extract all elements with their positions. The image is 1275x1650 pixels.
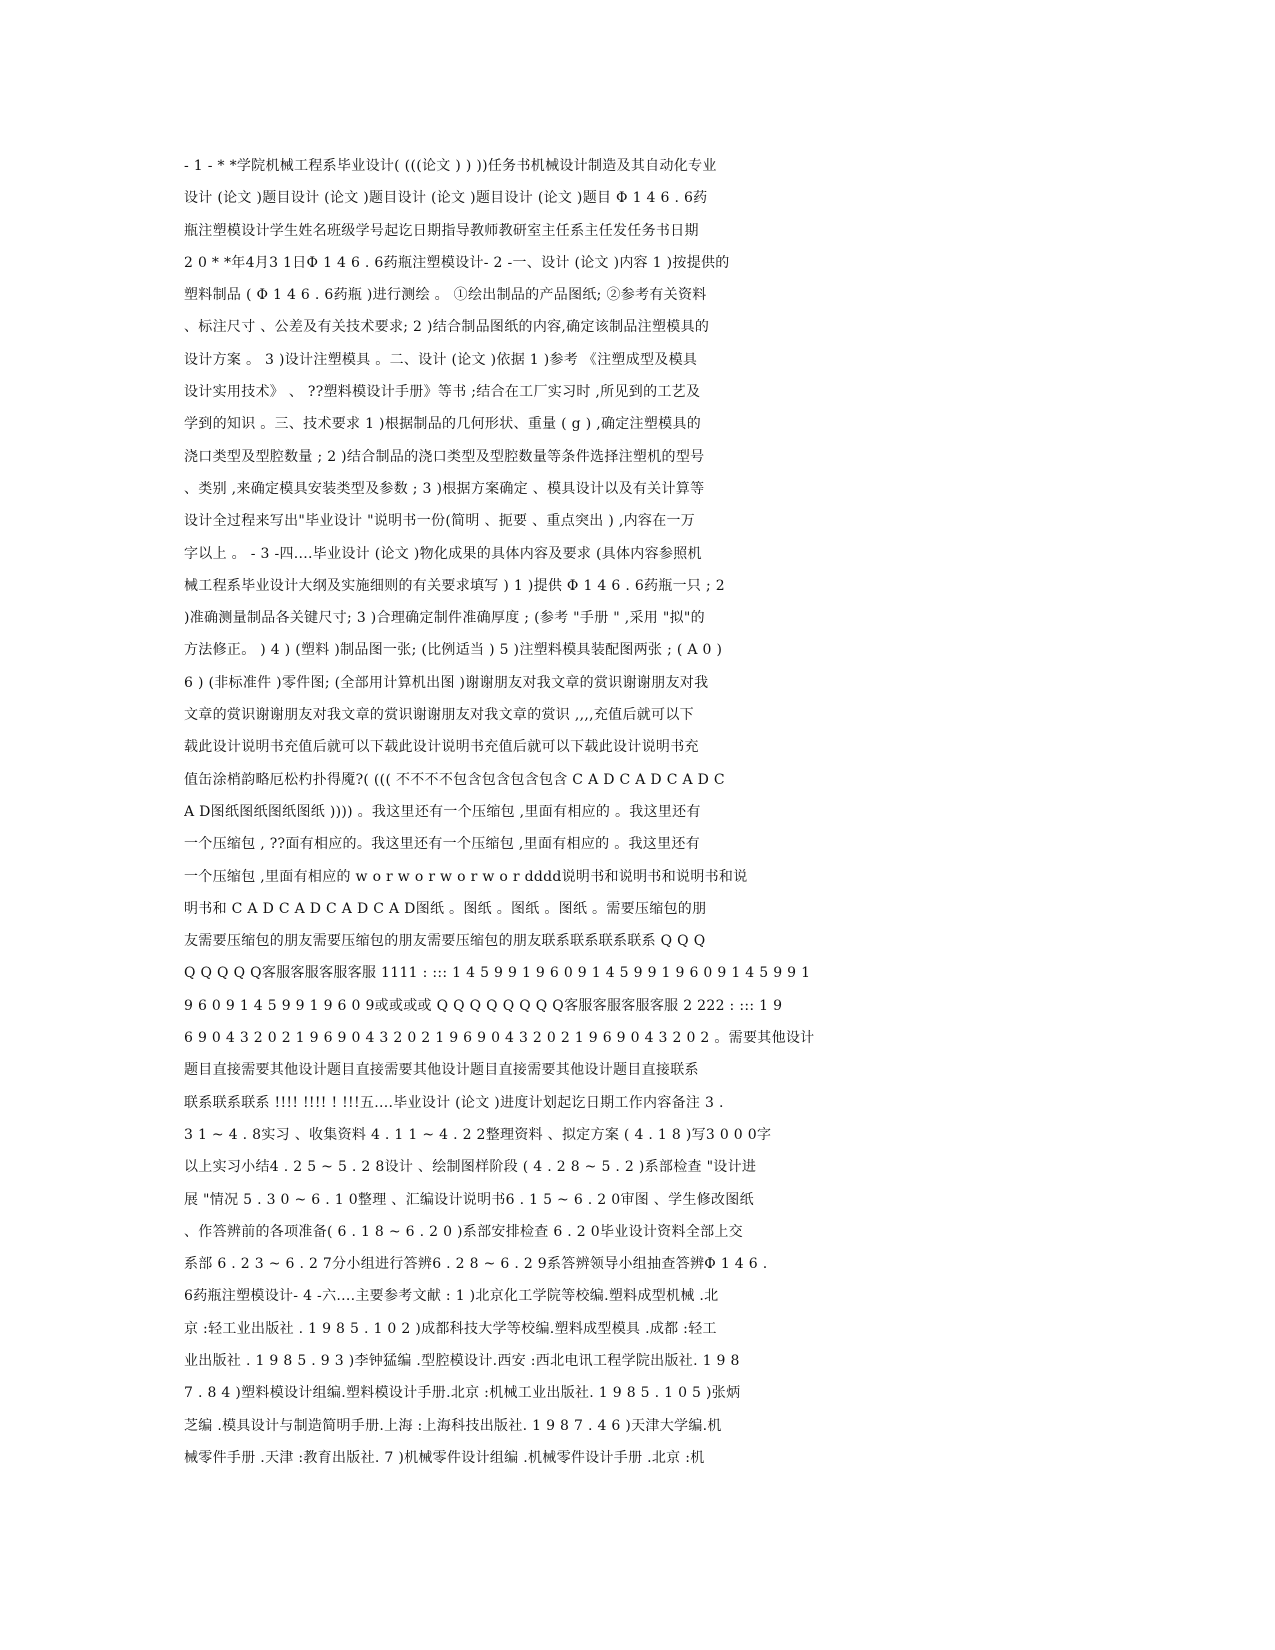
text-line: 塑料制品 ( Φ 1 4 6 . 6药瓶 )进行测绘 。 ①绘出制品的产品图纸; ②参考有关资料 [184, 287, 707, 304]
text-line: 械工程系毕业设计大纲及实施细则的有关要求填写 ) 1 )提供 Φ 1 4 6 . 6药瓶一只 ; 2 [184, 577, 725, 594]
text-line: A D图纸图纸图纸图纸 )))) 。我这里还有一个压缩包 ,里面有相应的 。我这里还有 [184, 803, 701, 820]
text-line: 3 1 ~ 4 . 8实习 、收集资料 4 . 1 1 ~ 4 . 2 2整理资料 、拟定方案 ( 4 . 1 8 )写3 0 0 0字 [184, 1126, 772, 1143]
text-line: 方法修正。 ) 4 ) (塑料 )制品图一张; (比例适当 ) 5 )注塑料模具装配图两张 ; ( A 0 ) [184, 642, 723, 659]
text-line: 一个压缩包 , ??面有相应的。我这里还有一个压缩包 ,里面有相应的 。我这里还有 [184, 836, 701, 853]
text-line: 、标注尺寸 、公差及有关技术要求; 2 )结合制品图纸的内容,确定该制品注塑模具的 [184, 319, 710, 336]
text-line: 友需要压缩包的朋友需要压缩包的朋友需要压缩包的朋友联系联系联系联系 Q Q Q [184, 933, 706, 950]
text-line: 械零件手册 .天津 :教育出版社. 7 )机械零件设计组编 .机械零件设计手册 .北京 :机 [184, 1449, 705, 1466]
text-line: 6 ) (非标准件 )零件图; (全部用计算机出图 )谢谢朋友对我文章的赏识谢谢朋友对我 [184, 674, 709, 691]
text-line: 设计全过程来写出"毕业设计 "说明书一份(简明 、扼要 、重点突出 ) ,内容在一万 [184, 513, 696, 530]
text-line: 设计方案 。 3 )设计注塑模具 。二、设计 (论文 )依据 1 )参考 《注塑成型及模具 [184, 351, 698, 368]
text-line: 以上实习小结4 . 2 5 ~ 5 . 2 8设计 、绘制图样阶段 ( 4 . 2 8 ~ 5 . 2 )系部检查 "设计进 [184, 1159, 757, 1176]
text-line: 载此设计说明书充值后就可以下载此设计说明书充值后就可以下载此设计说明书充 [184, 739, 699, 756]
text-line: 6药瓶注塑模设计- 4 -六....主要参考文献 : 1 )北京化工学院等校编.塑料成型机械 .北 [184, 1288, 719, 1305]
text-line: 值缶涂梢韵略厄松杓扑得魇?( ((( 不不不不包含包含包含包含 C A D C A D C A D C [184, 771, 725, 788]
text-line: 、类别 ,来确定模具安装类型及参数 ; 3 )根据方案确定 、模具设计以及有关计算等 [184, 480, 705, 497]
text-line: 9 6 0 9 1 4 5 9 9 1 9 6 0 9或或或或 Q Q Q Q Q Q Q Q客服客服客服客服 2 222 : ::: 1 9 [184, 997, 783, 1014]
text-line: 学到的知识 。三、技术要求 1 )根据制品的几何形状、重量 ( g ) ,确定注塑模具的 [184, 416, 702, 433]
text-line: 一个压缩包 ,里面有相应的 w o r w o r w o r w o r dddd说明书和说明书和说明书和说 [184, 868, 748, 885]
text-line: 联系联系联系 !!!! !!!! ! !!!五....毕业设计 (论文 )进度计划起讫日期工作内容备注 3 . [184, 1094, 724, 1111]
text-line: 7 . 8 4 )塑料模设计组编.塑料模设计手册.北京 :机械工业出版社. 1 9 8 5 . 1 0 5 )张炳 [184, 1385, 741, 1402]
text-line: )准确测量制品各关键尺寸; 3 )合理确定制件准确厚度 ; (参考 "手册 " ,采用 "拟"的 [184, 610, 705, 627]
text-line: 浇口类型及型腔数量 ; 2 )结合制品的浇口类型及型腔数量等条件选择注塑机的型号 [184, 448, 705, 465]
text-line: 6 9 0 4 3 2 0 2 1 9 6 9 0 4 3 2 0 2 1 9 6 9 0 4 3 2 0 2 1 9 6 9 0 4 3 2 0 2 。需要其他设计 [184, 1030, 815, 1047]
text-line: 展 "情况 5 . 3 0 ~ 6 . 1 0整理 、汇编设计说明书6 . 1 5 ~ 6 . 2 0审图 、学生修改图纸 [184, 1191, 754, 1208]
text-line: 瓶注塑模设计学生姓名班级学号起讫日期指导教师教研室主任系主任发任务书日期 [184, 222, 699, 239]
text-line: - 1 - * *学院机械工程系毕业设计( (((论文 ) ) ))任务书机械设计制造及其自动化专业 [184, 158, 717, 174]
text-line: 、作答辨前的各项准备( 6 . 1 8 ~ 6 . 2 0 )系部安排检查 6 . 2 0毕业设计资料全部上交 [184, 1223, 743, 1240]
text-line: 业出版社 . 1 9 8 5 . 9 3 )李钟猛编 .型腔模设计.西安 :西北电讯工程学院出版社. 1 9 8 [184, 1352, 740, 1369]
text-line: 文章的赏识谢谢朋友对我文章的赏识谢谢朋友对我文章的赏识 ,,,,充值后就可以下 [184, 707, 694, 724]
text-line: Q Q Q Q Q客服客服客服客服 1111 : ::: 1 4 5 9 9 1 9 6 0 9 1 4 5 9 9 1 9 6 0 9 1 4 5 9 9 1 [184, 965, 811, 982]
text-line: 题目直接需要其他设计题目直接需要其他设计题目直接需要其他设计题目直接联系 [184, 1062, 699, 1079]
text-line: 2 0 * *年4月3 1日Φ 1 4 6 . 6药瓶注塑模设计- 2 -一、设计 (论文 )内容 1 )按提供的 [184, 254, 730, 271]
text-line: 系部 6 . 2 3 ~ 6 . 2 7分小组进行答辨6 . 2 8 ~ 6 . 2 9系答辨领导小组抽查答辨Φ 1 4 6 . [184, 1256, 768, 1273]
text-line: 字以上 。 - 3 -四....毕业设计 (论文 )物化成果的具体内容及要求 (具体内容参照机 [184, 545, 702, 562]
text-line: 明书和 C A D C A D C A D C A D图纸 。图纸 。图纸 。图纸 。需要压缩包的朋 [184, 900, 707, 917]
text-line: 设计 (论文 )题目设计 (论文 )题目设计 (论文 )题目设计 (论文 )题目 Φ 1 4 6 . 6药 [184, 190, 708, 207]
text-line: 设计实用技术》 、 ??塑料模设计手册》等书 ;结合在工厂实习时 ,所见到的工艺及 [184, 384, 701, 401]
text-line: 京 :轻工业出版社 . 1 9 8 5 . 1 0 2 )成都科技大学等校编.塑料成型模具 .成都 :轻工 [184, 1320, 717, 1337]
document-body [184, 150, 1084, 1474]
text-line: 芝编 .模具设计与制造简明手册.上海 :上海科技出版社. 1 9 8 7 . 4 6 )天津大学编.机 [184, 1417, 722, 1434]
